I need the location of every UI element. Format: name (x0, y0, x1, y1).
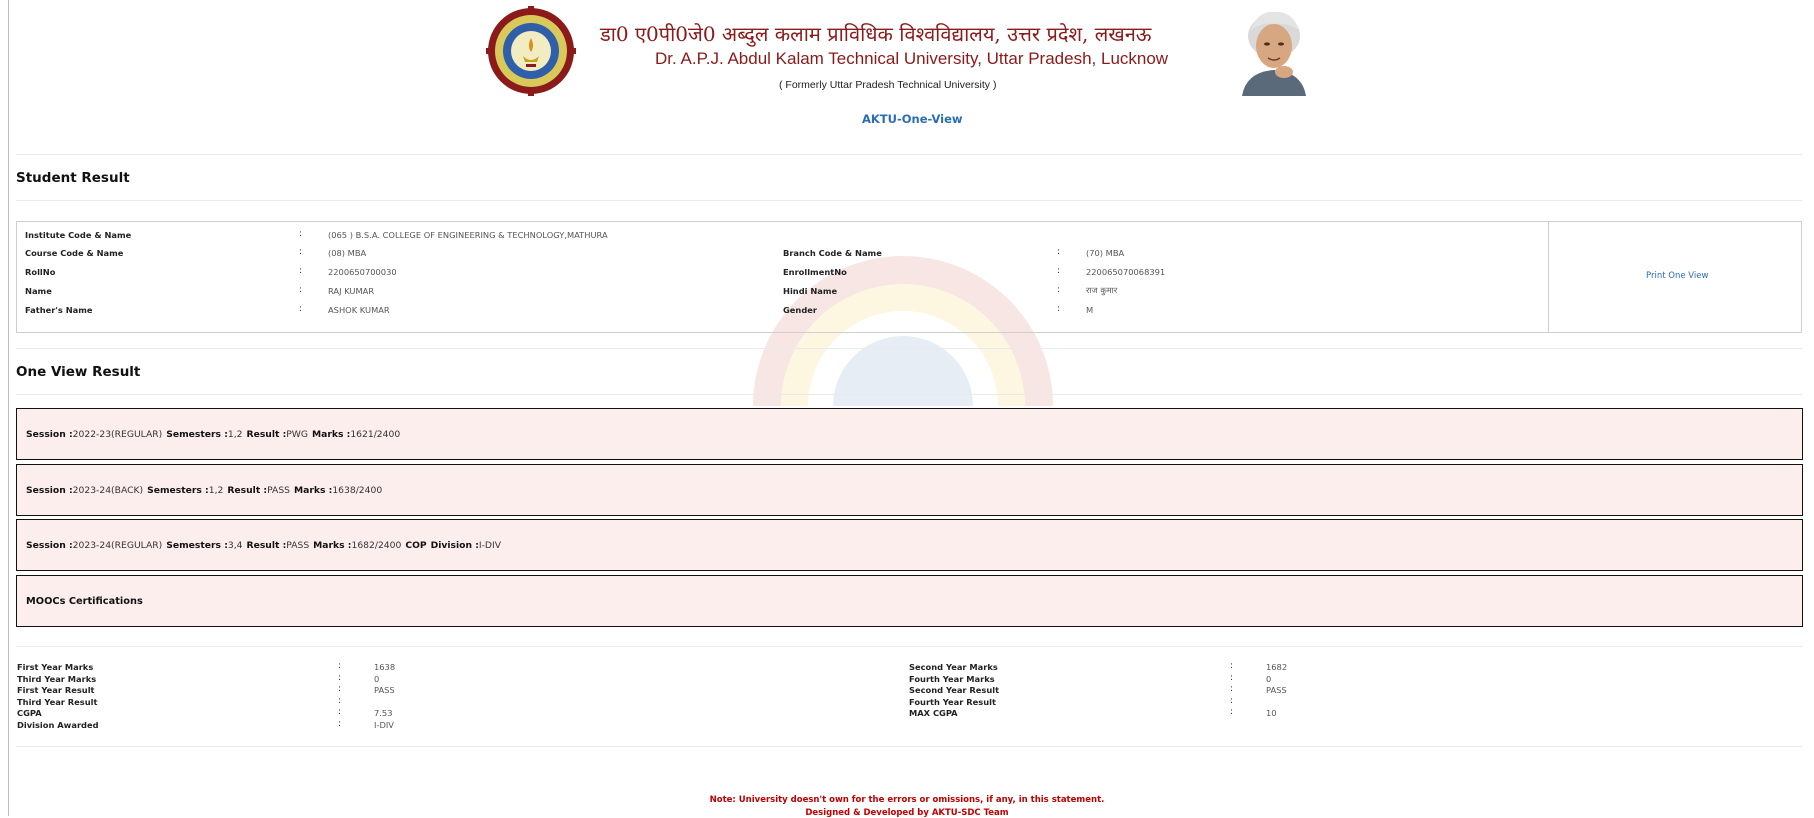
colon: : (299, 229, 302, 239)
former-name-caption: ( Formerly Uttar Pradesh Technical University ) (779, 79, 997, 91)
enrollment-label: EnrollmentNo (783, 267, 847, 277)
cop-label: COP (405, 539, 427, 551)
summary-value: 1682 (1266, 662, 1288, 672)
course-label: Course Code & Name (25, 248, 124, 258)
moocs-row[interactable] (16, 575, 1803, 627)
course-value: (08) MBA (328, 248, 367, 258)
colon: : (1057, 247, 1060, 257)
summary-value: PASS (374, 685, 395, 695)
aktu-one-view-link[interactable]: AKTU-One-View (862, 112, 963, 126)
marks-value: 1621/2400 (350, 428, 401, 440)
session-row[interactable] (16, 464, 1803, 516)
father-name-value: ASHOK KUMAR (328, 305, 390, 315)
result-value: PASS (267, 484, 290, 496)
session-row[interactable] (16, 519, 1803, 571)
kalam-portrait (1228, 6, 1320, 96)
print-one-view-link[interactable]: Print One View (1646, 271, 1709, 281)
one-view-result-heading: One View Result (16, 364, 141, 380)
summary-label: CGPA (17, 708, 42, 718)
summary-label: Fourth Year Result (909, 697, 996, 707)
semesters-value: 1,2 (227, 428, 243, 440)
result-value: PASS (286, 539, 310, 551)
summary-label: Second Year Result (909, 685, 1000, 695)
branch-label: Branch Code & Name (783, 248, 882, 258)
result-label: Result : (246, 539, 287, 551)
rollno-value: 2200650700030 (328, 267, 397, 277)
summary-label: First Year Result (17, 685, 95, 695)
summary-value: PASS (1266, 685, 1287, 695)
divider (16, 348, 1802, 349)
summary-value: 0 (374, 674, 380, 684)
colon: : (1230, 696, 1233, 706)
result-label: Result : (227, 484, 268, 496)
student-info-box (16, 221, 1802, 333)
divider (16, 646, 1802, 647)
branch-value: (70) MBA (1086, 248, 1125, 258)
university-title-hindi: डा0 ए0पी0जे0 अब्दुल कलाम प्राविधिक विश्वविद्यालय, उत्तर प्रदेश, लखनऊ (600, 22, 1152, 46)
result-label: Result : (246, 428, 287, 440)
colon: : (338, 707, 341, 717)
colon: : (1057, 266, 1060, 276)
hindi-name-label: Hindi Name (783, 286, 838, 296)
session-label: Session : (26, 428, 73, 440)
session-row[interactable] (16, 408, 1803, 460)
name-value: RAJ KUMAR (328, 286, 375, 296)
summary-label: MAX CGPA (909, 708, 958, 718)
disclaimer-note: Note: University doesn't own for the errors or omissions, if any, in this statement. (709, 795, 1105, 805)
moocs-label: MOOCs Certifications (26, 595, 143, 607)
colon: : (1057, 304, 1060, 314)
semesters-value: 3,4 (227, 539, 243, 551)
session-label: Session : (26, 539, 73, 551)
university-title-english: Dr. A.P.J. Abdul Kalam Technical University, Uttar Pradesh, Lucknow (655, 49, 1169, 68)
gender-value: M (1086, 305, 1094, 315)
enrollment-value: 220065070068391 (1086, 267, 1166, 277)
colon: : (299, 266, 302, 276)
division-value: I-DIV (478, 539, 502, 551)
summary-value: 7.53 (374, 708, 393, 718)
colon: : (1230, 661, 1233, 671)
summary-label: First Year Marks (17, 662, 94, 672)
colon: : (299, 247, 302, 257)
name-label: Name (25, 286, 52, 296)
marks-label: Marks : (313, 539, 352, 551)
colon: : (1230, 707, 1233, 717)
gender-label: Gender (783, 305, 818, 315)
summary-label: Third Year Result (17, 697, 98, 707)
hindi-name-value: राज कुमार (1086, 285, 1118, 295)
division-label: Division : (430, 539, 479, 551)
divider (16, 154, 1802, 155)
semesters-value: 1,2 (208, 484, 224, 496)
summary-label: Third Year Marks (17, 674, 97, 684)
colon: : (338, 661, 341, 671)
colon: : (338, 719, 341, 729)
colon: : (338, 696, 341, 706)
divider (16, 394, 1802, 395)
father-name-label: Father's Name (25, 305, 93, 315)
colon: : (1230, 673, 1233, 683)
summary-value: I-DIV (374, 720, 394, 730)
semesters-label: Semesters : (166, 428, 228, 440)
summary-label: Second Year Marks (909, 662, 998, 672)
summary-value: 10 (1266, 708, 1277, 718)
colon: : (1230, 684, 1233, 694)
marks-value: 1682/2400 (351, 539, 402, 551)
semesters-label: Semesters : (147, 484, 209, 496)
colon: : (338, 684, 341, 694)
colon: : (338, 673, 341, 683)
summary-label: Fourth Year Marks (909, 674, 995, 684)
session-value: 2023-24(BACK) (72, 484, 144, 496)
colon: : (299, 285, 302, 295)
institute-value: (065 ) B.S.A. COLLEGE OF ENGINEERING & TECHNOLOGY,MATHURA (328, 230, 608, 240)
rollno-label: RollNo (25, 267, 56, 277)
semesters-label: Semesters : (166, 539, 228, 551)
marks-value: 1638/2400 (332, 484, 383, 496)
divider (16, 746, 1802, 747)
session-value: 2022-23(REGULAR) (72, 428, 163, 440)
colon: : (299, 304, 302, 314)
summary-label: Division Awarded (17, 720, 99, 730)
developer-credit: Designed & Developed by AKTU-SDC Team (805, 808, 1009, 818)
summary-value: 1638 (374, 662, 396, 672)
session-value: 2023-24(REGULAR) (72, 539, 163, 551)
divider (16, 200, 1802, 201)
result-value: PWG (286, 428, 308, 440)
marks-label: Marks : (312, 428, 351, 440)
colon: : (1057, 285, 1060, 295)
marks-label: Marks : (294, 484, 333, 496)
student-info-divider (1548, 221, 1549, 333)
institute-label: Institute Code & Name (25, 230, 132, 240)
summary-value: 0 (1266, 674, 1272, 684)
session-label: Session : (26, 484, 73, 496)
university-seal-logo (486, 6, 576, 96)
student-result-heading: Student Result (16, 170, 130, 186)
